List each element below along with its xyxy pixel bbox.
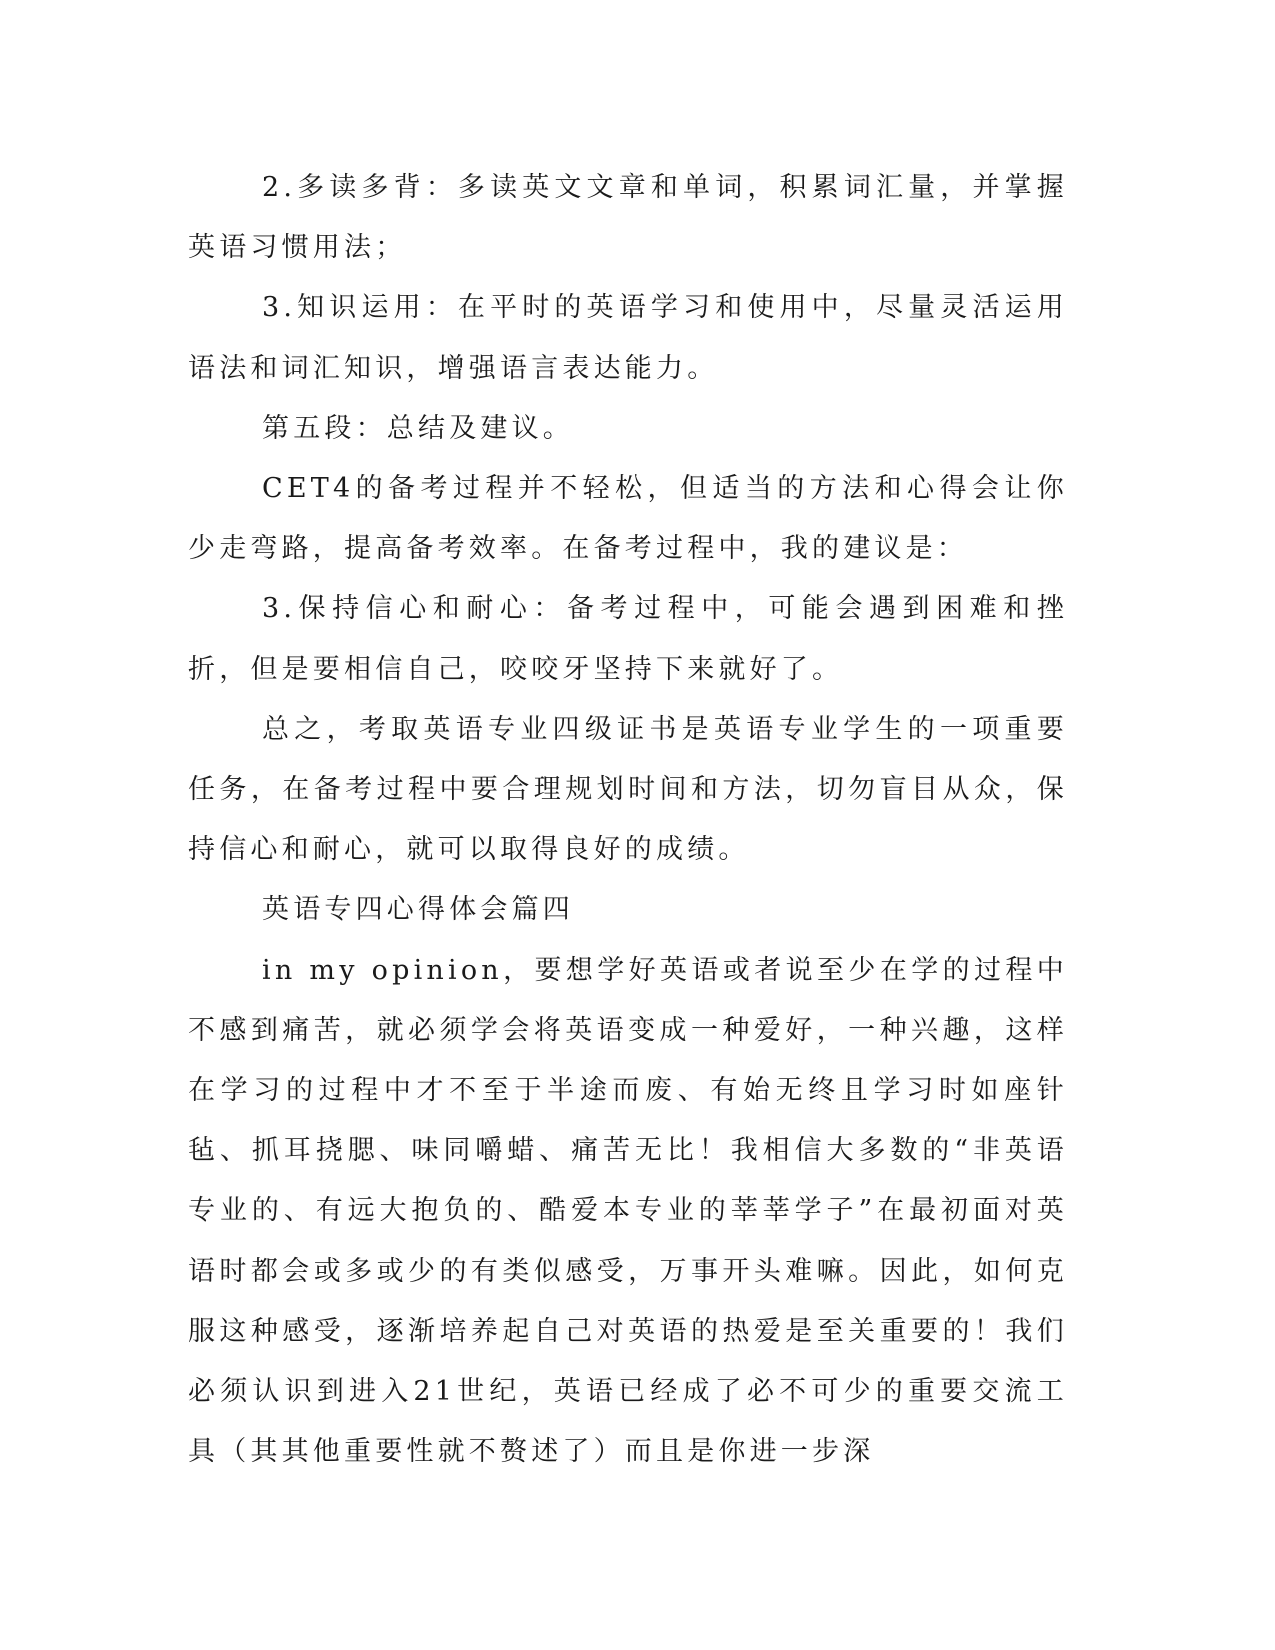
- section-heading-part-four: 英语专四心得体会篇四: [262, 894, 574, 926]
- paragraph-conclusion: 总之，考取英语专业四级证书是英语专业学生的一项重要任务，在备考过程中要合理规划时间和方法，切勿盲目从众，保持信心和耐心，就可以取得良好的成绩。: [188, 713, 1068, 866]
- paragraph-knowledge-tip: 3.知识运用：在平时的英语学习和使用中，尽量灵活运用语法和词汇知识，增强语言表达能力。: [188, 292, 1068, 384]
- paragraph-confidence-tip: 3.保持信心和耐心：备考过程中，可能会遇到困难和挫折，但是要相信自己，咬咬牙坚持下来就好了。: [188, 593, 1068, 685]
- paragraph-reading-tip: 2.多读多背：多读英文文章和单词，积累词汇量，并掌握英语习惯用法；: [188, 172, 1068, 264]
- document-body: [188, 158, 1068, 1482]
- section-heading-fifth: 第五段：总结及建议。: [262, 412, 574, 444]
- paragraph-opinion: in my opinion，要想学好英语或者说至少在学的过程中不感到痛苦，就必须学会将英语变成一种爱好，一种兴趣，这样在学习的过程中才不至于半途而废、有始无终且学习时如座针毡、抓耳挠腮、味同嚼蜡、痛苦无比！我相信大多数的“非英语专业的、有远大抱负的、酷爱本专业的莘莘学子”在最初面对英语时都会或多或少的有类似感受，万事开头难嘛。因此，如何克服这种感受，逐渐培养起自己对英语的热爱是至关重要的！我们必须认识到进入21世纪，英语已经成了必不可少的重要交流工具（其其他重要性就不赘述了）而且是你进一步深: [188, 954, 1068, 1468]
- paragraph-cet4-intro: CET4的备考过程并不轻松，但适当的方法和心得会让你少走弯路，提高备考效率。在备考过程中，我的建议是：: [188, 473, 1068, 565]
